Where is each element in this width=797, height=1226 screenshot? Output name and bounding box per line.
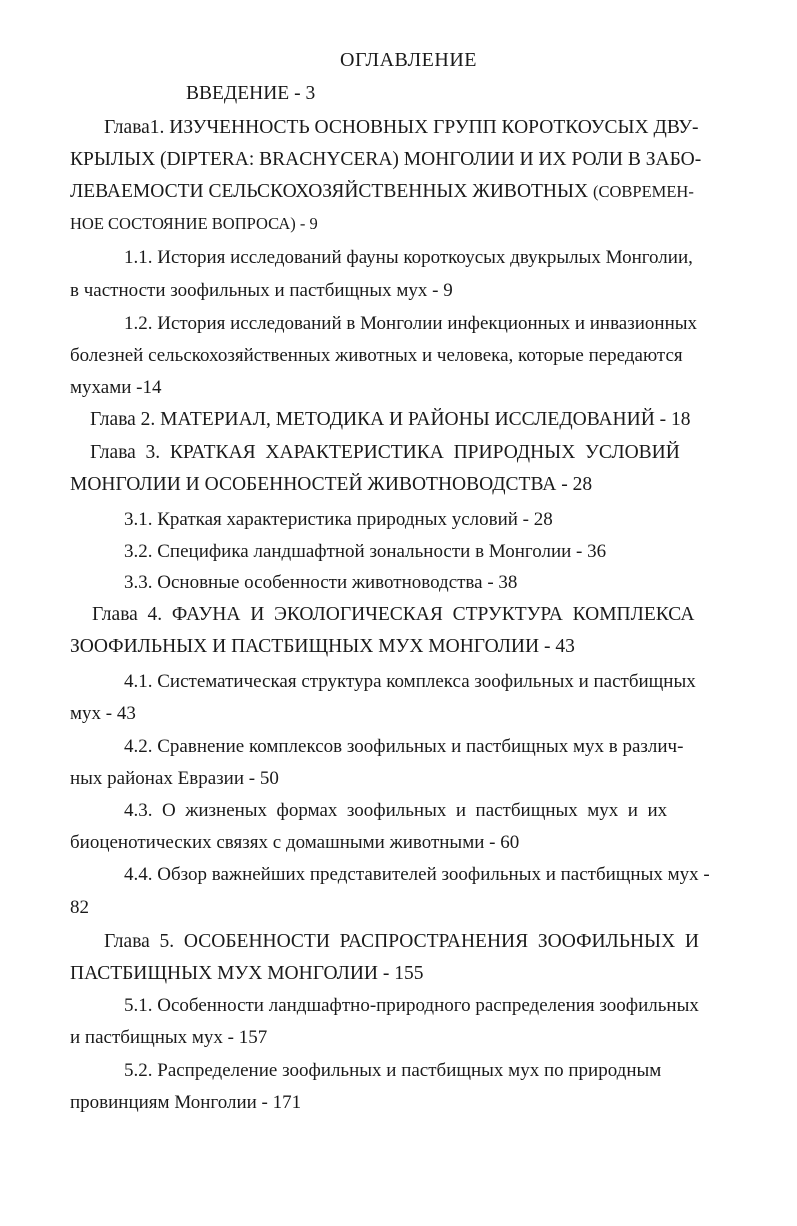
toc-chapter-4-line-2: ЗООФИЛЬНЫХ И ПАСТБИЩНЫХ МУХ МОНГОЛИИ - 43	[70, 636, 575, 657]
toc-section-4-1-line-1: 4.1. Систематическая структура комплекса зоофильных и пастбищных	[124, 671, 696, 692]
toc-chapter-1-line-4: НОЕ СОСТОЯНИЕ ВОПРОСА) - 9	[70, 214, 318, 233]
toc-section-4-1-line-2: мух - 43	[70, 703, 136, 724]
toc-section-3-1: 3.1. Краткая характеристика природных условий - 28	[124, 509, 553, 530]
toc-chapter-2: Глава 2. МАТЕРИАЛ, МЕТОДИКА И РАЙОНЫ ИССЛЕДОВАНИЙ - 18	[90, 409, 691, 430]
toc-section-1-2-line-1: 1.2. История исследований в Монголии инфекционных и инвазионных	[124, 313, 698, 334]
toc-section-5-2-line-2: провинциям Монголии - 171	[70, 1092, 302, 1113]
toc-chapter-3-line-2: МОНГОЛИИ И ОСОБЕННОСТЕЙ ЖИВОТНОВОДСТВА - 28	[70, 474, 593, 495]
toc-section-4-4-line-1: 4.4. Обзор важнейших представителей зоофильных и пастбищных мух -	[124, 864, 710, 885]
toc-section-5-1-line-1: 5.1. Особенности ландшафтно-природного распределения зоофильных	[124, 995, 699, 1016]
toc-chapter-1-line-2: КРЫЛЫХ (DIPTERA: BRACHYCERA) МОНГОЛИИ И ИХ РОЛИ В ЗАБО-	[70, 149, 702, 170]
toc-section-4-2-line-2: ных районах Евразии - 50	[70, 768, 279, 789]
toc-section-5-1-line-2: и пастбищных мух - 157	[70, 1027, 268, 1048]
toc-chapter-1-line-1: Глава1. ИЗУЧЕННОСТЬ ОСНОВНЫХ ГРУПП КОРОТКОУСЫХ ДВУ-	[104, 117, 699, 138]
toc-chapter-3-line-1: Глава 3. КРАТКАЯ ХАРАКТЕРИСТИКА ПРИРОДНЫХ УСЛОВИЙ	[90, 442, 680, 463]
toc-section-1-1-line-2: в частности зоофильных и пастбищных мух - 9	[70, 280, 453, 301]
toc-section-1-2-line-2: болезней сельскохозяйственных животных и человека, которые передаются	[70, 345, 683, 366]
toc-section-4-2-line-1: 4.2. Сравнение комплексов зоофильных и пастбищных мух в различ-	[124, 736, 684, 757]
toc-section-3-2: 3.2. Специфика ландшафтной зональности в Монголии - 36	[124, 541, 607, 562]
toc-chapter-5-line-2: ПАСТБИЩНЫХ МУХ МОНГОЛИИ - 155	[70, 963, 424, 984]
toc-chapter-4-line-1: Глава 4. ФАУНА И ЭКОЛОГИЧЕСКАЯ СТРУКТУРА КОМПЛЕКСА	[92, 604, 695, 625]
toc-section-1-2-line-3: мухами -14	[70, 377, 162, 398]
toc-section-4-3-line-2: биоценотических связях с домашными животными - 60	[70, 832, 520, 853]
toc-chapter-1-line-3a: ЛЕВАЕМОСТИ СЕЛЬСКОХОЗЯЙСТВЕННЫХ ЖИВОТНЫХ	[70, 181, 589, 202]
toc-title: ОГЛАВЛЕНИЕ	[340, 49, 477, 71]
toc-section-5-2-line-1: 5.2. Распределение зоофильных и пастбищных мух по природным	[124, 1060, 662, 1081]
toc-intro: ВВЕДЕНИЕ - 3	[186, 83, 316, 104]
toc-section-3-3: 3.3. Основные особенности животноводства - 38	[124, 572, 518, 593]
toc-chapter-5-line-1: Глава 5. ОСОБЕННОСТИ РАСПРОСТРАНЕНИЯ ЗООФИЛЬНЫХ И	[104, 931, 699, 952]
toc-chapter-1-line-3b: (СОВРЕМЕН-	[592, 182, 694, 201]
toc-section-1-1-line-1: 1.1. История исследований фауны короткоусых двукрылых Монголии,	[124, 247, 693, 268]
toc-chapter-1-line-3	[70, 180, 694, 204]
toc-section-4-4-line-2: 82	[70, 897, 89, 918]
toc-section-4-3-line-1: 4.3. О жизненых формах зоофильных и пастбищных мух и их	[124, 800, 668, 821]
